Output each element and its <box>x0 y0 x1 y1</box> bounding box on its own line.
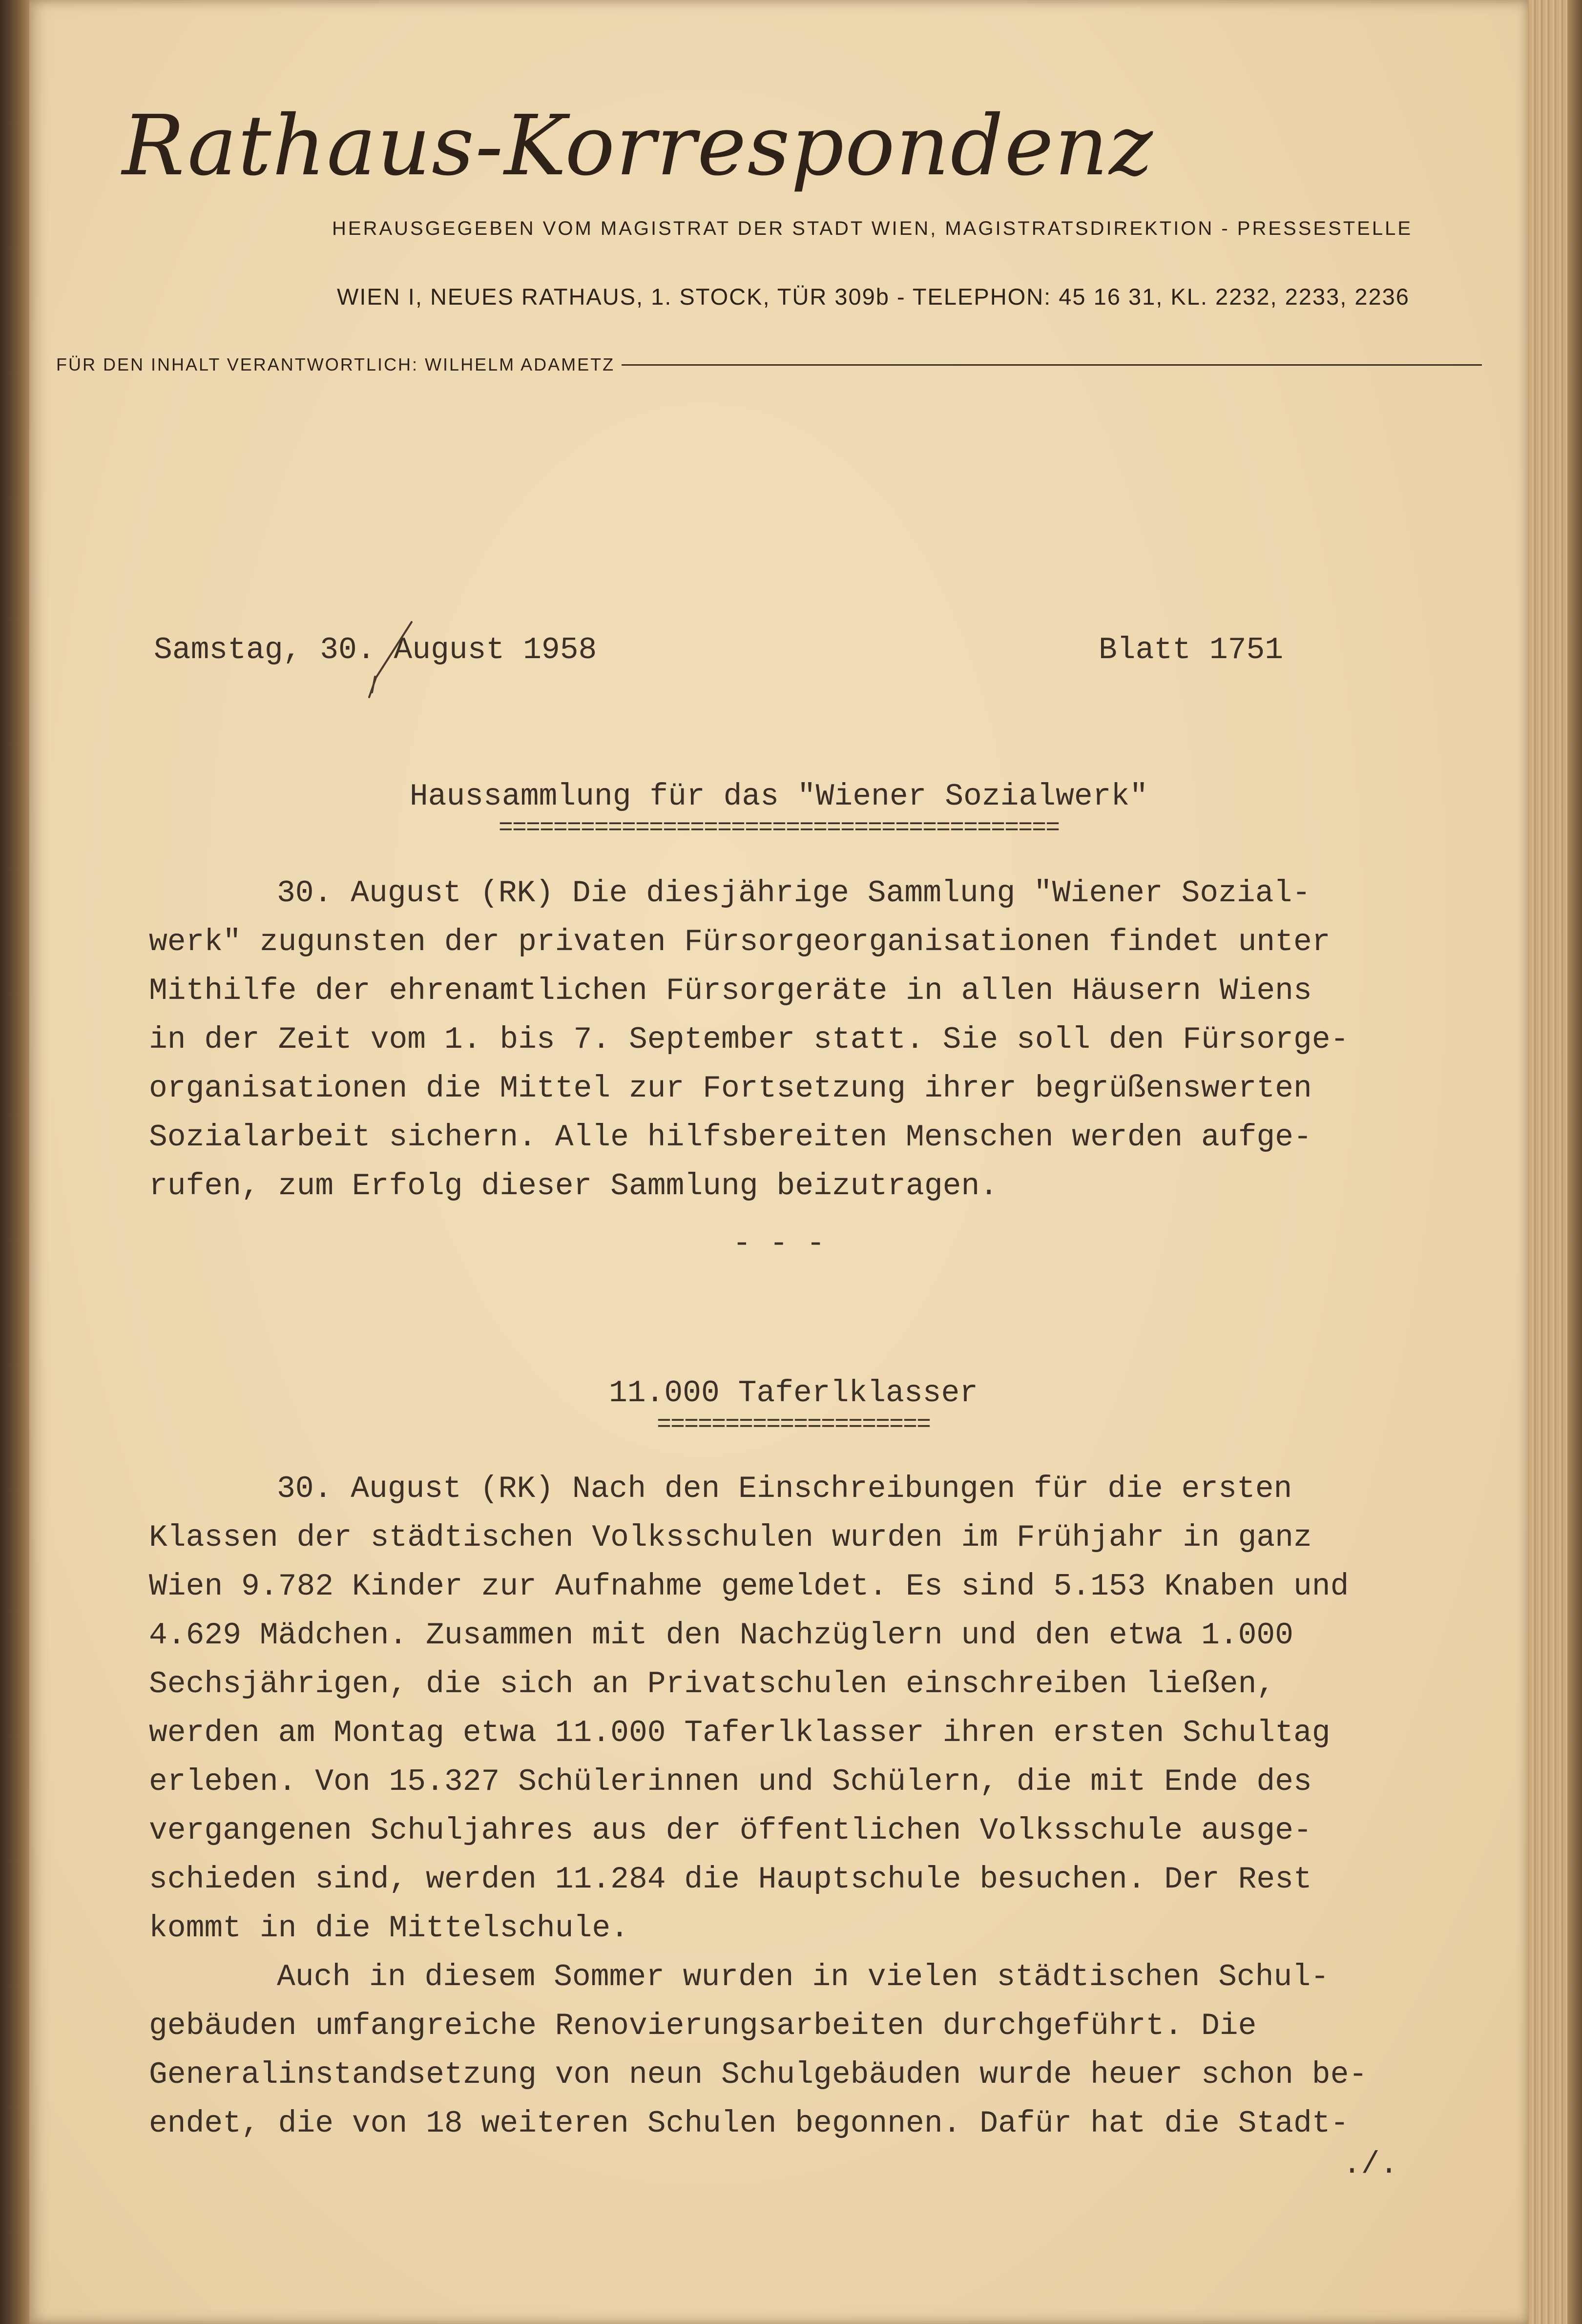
article-1-body <box>149 869 1349 1211</box>
responsible-line-text: FÜR DEN INHALT VERANTWORTLICH: WILHELM ADAMETZ <box>56 354 615 374</box>
article-1-line-6: Sozialarbeit sichern. Alle hilfsbereiten Menschen werden aufge- <box>149 1120 1312 1155</box>
sheet-number: Blatt 1751 <box>1099 633 1284 667</box>
article-2-line-6: werden am Montag etwa 11.000 Taferlklasser ihren ersten Schultag <box>149 1716 1331 1750</box>
article-2-line-5: Sechsjährigen, die sich an Privatschulen einschreiben ließen, <box>149 1667 1275 1702</box>
article-2-line-9: schieden sind, werden 11.284 die Hauptschule besuchen. Der Rest <box>149 1862 1312 1897</box>
responsible-rule <box>622 364 1482 366</box>
article-separator: - - - <box>732 1226 825 1261</box>
article-2-line-1: 30. August (RK) Nach den Einschreibungen für die ersten <box>277 1472 1292 1506</box>
responsible-row <box>56 354 1482 375</box>
article-2-line-3: Wien 9.782 Kinder zur Aufnahme gemeldet. Es sind 5.153 Knaben und <box>149 1569 1349 1604</box>
publisher-line: HERAUSGEGEBEN VOM MAGISTRAT DER STADT WIEN, MAGISTRATSDIREKTION - PRESSESTELLE <box>332 218 1413 239</box>
article-1-heading: Haussammlung für das "Wiener Sozialwerk" <box>409 779 1148 814</box>
article-1-line-7: rufen, zum Erfolg dieser Sammlung beizutragen. <box>149 1169 999 1204</box>
article-1-line-1: 30. August (RK) Die diesjährige Sammlung "Wiener Sozial- <box>277 876 1311 911</box>
article-2-line-2: Klassen der städtischen Volksschulen wurden im Frühjahr in ganz <box>149 1520 1312 1555</box>
article-2-line-11: Auch in diesem Sommer wurden in vielen städtischen Schul- <box>277 1960 1329 1994</box>
article-1-underline: ========================================= <box>498 814 1060 842</box>
address-line: WIEN I, NEUES RATHAUS, 1. STOCK, TÜR 309b - TELEPHON: 45 16 31, KL. 2232, 2233, 2236 <box>337 284 1410 310</box>
document-page <box>29 0 1528 2324</box>
article-1-line-4: in der Zeit vom 1. bis 7. September statt. Sie soll den Fürsorge- <box>149 1022 1349 1057</box>
continuation-mark: ./. <box>1343 2147 1398 2182</box>
article-2-line-13: Generalinstandsetzung von neun Schulgebäuden wurde heuer schon be- <box>149 2057 1368 2092</box>
article-2-heading: 11.000 Taferlklasser <box>608 1376 978 1411</box>
article-1-line-5: organisationen die Mittel zur Fortsetzung ihrer begrüßenswerten <box>149 1071 1312 1106</box>
article-2-line-12: gebäuden umfangreiche Renovierungsarbeiten durchgeführt. Die <box>149 2009 1257 2043</box>
masthead-title: Rathaus-Korrespondenz <box>122 98 1154 194</box>
article-2-line-8: vergangenen Schuljahres aus der öffentlichen Volksschule ausge- <box>149 1813 1312 1848</box>
article-2-line-14: endet, die von 18 weiteren Schulen begonnen. Dafür hat die Stadt- <box>149 2106 1349 2141</box>
date-line: Samstag, 30. August 1958 <box>154 633 597 667</box>
article-2-body <box>149 1465 1367 2148</box>
page-stack-edge <box>1523 0 1582 2324</box>
handwritten-check-mark <box>365 619 419 702</box>
article-2-underline: ==================== <box>656 1411 931 1439</box>
article-2-line-4: 4.629 Mädchen. Zusammen mit den Nachzüglern und den etwa 1.000 <box>149 1618 1293 1653</box>
article-2-line-10: kommt in die Mittelschule. <box>149 1911 629 1946</box>
article-1-line-2: werk" zugunsten der privaten Fürsorgeorganisationen findet unter <box>149 925 1331 959</box>
article-2-line-7: erleben. Von 15.327 Schülerinnen und Schülern, die mit Ende des <box>149 1764 1312 1799</box>
article-1-line-3: Mithilfe der ehrenamtlichen Fürsorgeräte in allen Häusern Wiens <box>149 974 1312 1008</box>
